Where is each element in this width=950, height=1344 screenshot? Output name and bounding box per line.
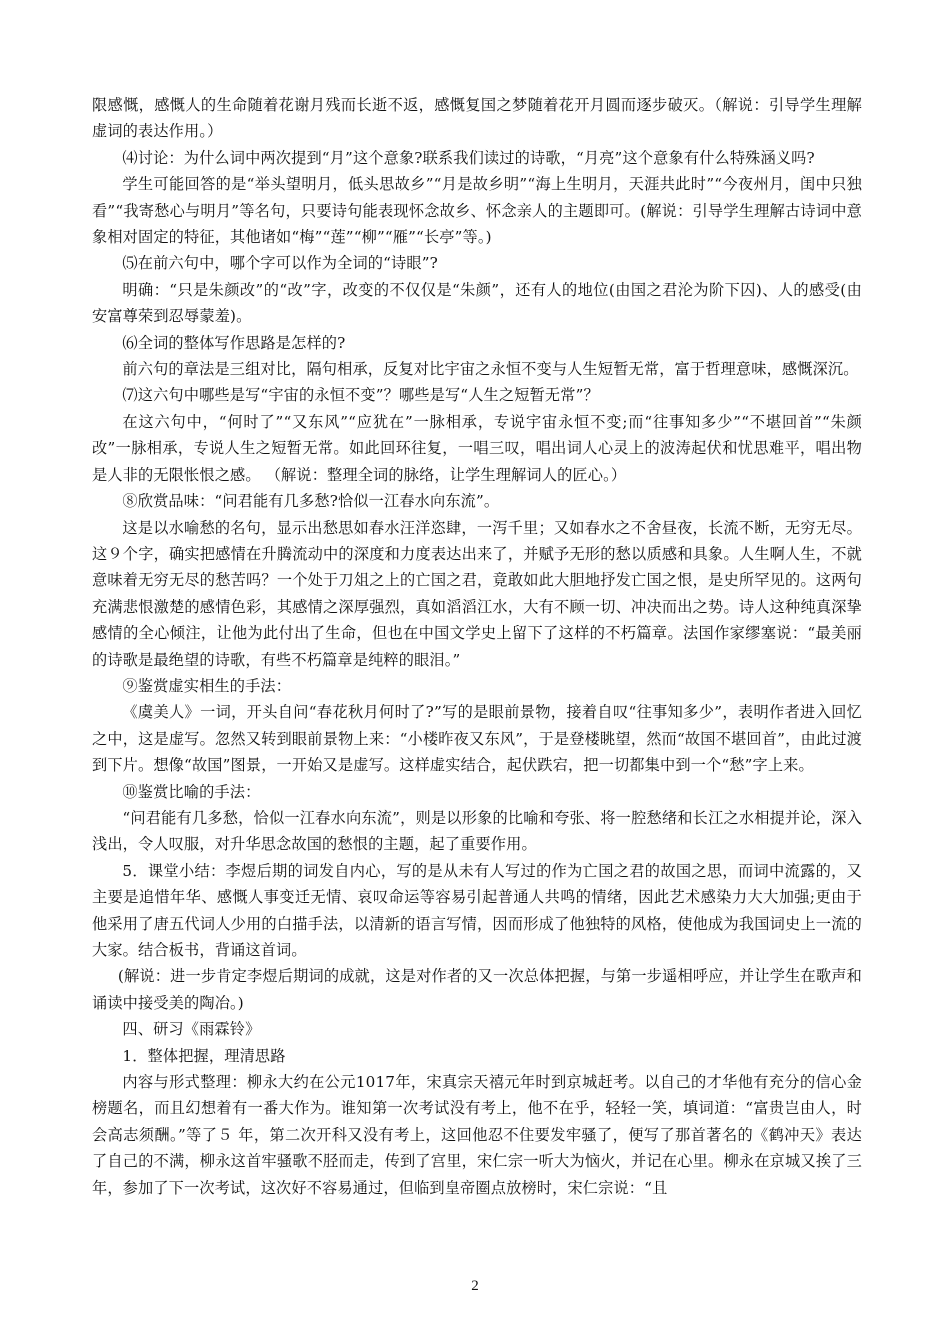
paragraph: 5．课堂小结：李煜后期的词发自内心，写的是从未有人写过的作为亡国之君的故国之思，而词中流露的，又主要是追惜年华、感慨人事变迁无情、哀叹命运等容易引起普通人共鸣的情绪，因此艺术感染力大大加强;更由于他采用了唐五代词人少用的白描手法，以清新的语言写情，因而形成了他独特的风格，使他成为我国词史上一流的大家。结合板书，背诵这首词。 bbox=[92, 861, 862, 959]
paragraph: ⑩鉴赏比喻的手法： bbox=[122, 782, 261, 801]
paragraph: 明确：“只是朱颜改”的“改”字，改变的不仅仅是“朱颜”，还有人的地位(由国之君沦为阶下囚)、人的感受(由安富尊荣到忍辱蒙羞)。 bbox=[92, 280, 862, 326]
paragraph: 内容与形式整理：柳永大约在公元1017年，宋真宗天禧元年时到京城赶考。以自己的才华他有充分的信心金榜题名，而且幻想着有一番大作为。谁知第一次考试没有考上，他不在乎，轻轻一笑，填词道：“富贵岂由人，时会高志须酬。”等了５ 年，第二次开科又没有考上，这回他忍不住要发牢骚了，便写了那首著名的《鹤冲天》表达了自己的不满，柳永这首牢骚歌不胫而走，传到了宫里，宋仁宗一听大为恼火，并记在心里。柳永在京城又挨了三年，参加了下一次考试，这次好不容易通过，但临到皇帝圈点放榜时，宋仁宗说：“且 bbox=[92, 1073, 862, 1197]
paragraph: 《虞美人》一词，开头自问“春花秋月何时了?”写的是眼前景物，接着自叹“往事知多少”，表明作者进入回忆之中，这是虚写。忽然又转到眼前景物上来：“小楼昨夜又东风”，于是登楼眺望，然而“故国不堪回首”，由此过渡到下片。想像“故国”图景，一开始又是虚写。这样虚实结合，起伏跌宕，把一切都集中到一个“愁”字上来。 bbox=[92, 703, 862, 775]
paragraph: 在这六句中，“何时了”“又东风”“应犹在”一脉相承，专说宇宙永恒不变;而“往事知多少”“不堪回首”“朱颜改”一脉相承，专说人生之短暂无常。如此回环往复，一唱三叹，唱出词人心灵上的波涛起伏和忧思难平，唱出物是人非的无限怅恨之感。 （解说：整理全词的脉络，让学生理解词人的匠心。） bbox=[92, 412, 862, 484]
paragraph: 限感慨，感慨人的生命随着花谢月残而长逝不返，感慨复国之梦随着花开月圆而逐步破灭。（解说：引导学生理解虚词的表达作用。） bbox=[92, 96, 862, 141]
paragraph: ⑨鉴赏虚实相生的手法： bbox=[122, 676, 292, 695]
paragraph: 前六句的章法是三组对比，隔句相承，反复对比宇宙之永恒不变与人生短暂无常，富于哲理意味，感慨深沉。 bbox=[122, 360, 859, 379]
paragraph: 1．整体把握，理清思路 bbox=[122, 1046, 286, 1065]
paragraph: ⑺这六句中哪些是写“宇宙的永恒不变”？哪些是写“人生之短暂无常”？ bbox=[122, 386, 599, 405]
paragraph: 四、研习《雨霖铃》 bbox=[122, 1020, 261, 1039]
paragraph: ⑹全词的整体写作思路是怎样的? bbox=[122, 333, 346, 352]
paragraph: ⑷讨论：为什么词中两次提到“月”这个意象?联系我们读过的诗歌，“月亮”这个意象有什么特殊涵义吗? bbox=[122, 148, 815, 167]
paragraph: ⑧欣赏品味：“问君能有几多愁?恰似一江春水向东流”。 bbox=[122, 492, 500, 511]
page-number: 2 bbox=[471, 1278, 479, 1294]
paragraph: 学生可能回答的是“举头望明月，低头思故乡”“月是故乡明”“海上生明月，天涯共此时”“今夜州月，闺中只独看”“我寄愁心与明月”等名句，只要诗句能表现怀念故乡、怀念亲人的主题即可。(解说：引导学生理解古诗词中意象相对固定的特征，其他诸如“梅”“莲”“柳”“雁”“长亭”等。) bbox=[92, 175, 862, 247]
paragraph: “问君能有几多愁，恰似一江春水向东流”，则是以形象的比喻和夸张、将一腔愁绪和长江之水相提并论，深入浅出，令人叹服，对升华思念故国的愁恨的主题，起了重要作用。 bbox=[92, 808, 862, 854]
paragraph: (解说：进一步肯定李煜后期词的成就，这是对作者的又一次总体把握，与第一步遥相呼应，并让学生在歌声和诵读中接受美的陶冶。) bbox=[92, 967, 862, 1012]
body-text bbox=[92, 92, 862, 1201]
paragraph: 这是以水喻愁的名句，显示出愁思如春水汪洋恣肆，一泻千里；又如春水之不舍昼夜，长流不断，无穷无尽。这９个字，确实把感情在升腾流动中的深度和力度表达出来了，并赋予无形的愁以质感和具象。人生啊人生，不就意味着无穷无尽的愁苦吗？一个处于刀俎之上的亡国之君，竟敢如此大胆地抒发亡国之恨，是史所罕见的。这两句充满悲恨激楚的感情色彩，其感情之深厚强烈，真如滔滔江水，大有不顾一切、冲决而出之势。诗人这种纯真深挚感情的全心倾注，让他为此付出了生命，但也在中国文学史上留下了这样的不朽篇章。法国作家缪塞说：“最美丽的诗歌是最绝望的诗歌，有些不朽篇章是纯粹的眼泪。” bbox=[92, 518, 862, 669]
paragraph: ⑸在前六句中，哪个字可以作为全词的“诗眼”? bbox=[122, 254, 438, 273]
